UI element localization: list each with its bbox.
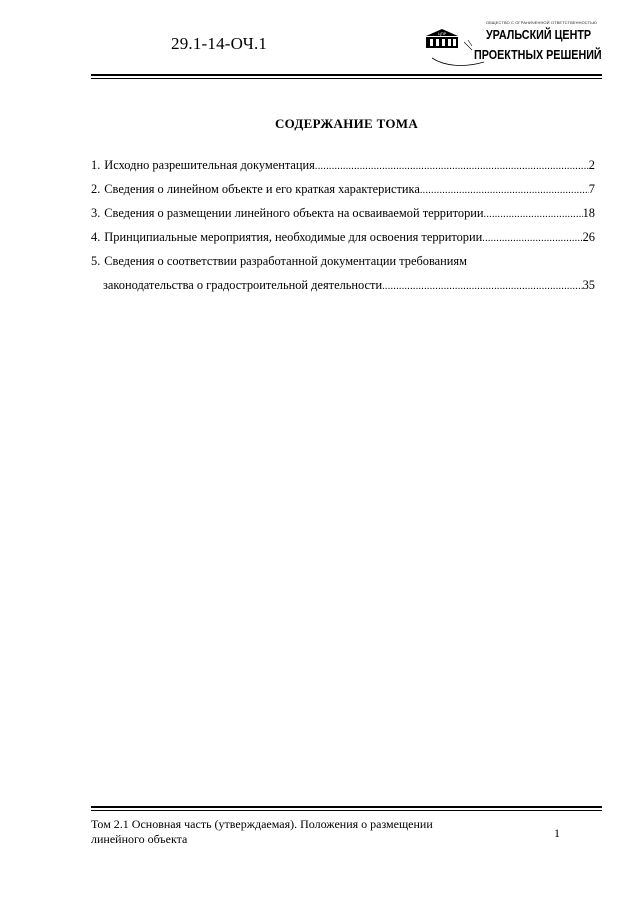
logo-mark-text: ЦПР bbox=[437, 31, 447, 36]
toc-item[interactable] bbox=[91, 203, 595, 227]
footer-rule-thick bbox=[91, 806, 602, 808]
toc-item-text: Сведения о линейном объекте и его краткая характеристика bbox=[104, 182, 420, 196]
logo-subtitle: ОБЩЕСТВО С ОГРАНИЧЕННОЙ ОТВЕТСТВЕННОСТЬЮ bbox=[486, 20, 598, 25]
toc-item-page: 2 bbox=[588, 158, 595, 172]
header-rule-thick bbox=[91, 74, 602, 76]
toc-item-number: 5. bbox=[91, 254, 101, 268]
toc-list bbox=[91, 155, 595, 299]
toc-leader-dots bbox=[482, 229, 582, 249]
toc-item-number: 4. bbox=[91, 230, 101, 244]
toc-item-text: Принципиальные мероприятия, необходимые для освоения территории bbox=[104, 230, 483, 244]
toc-leader-dots bbox=[420, 181, 589, 201]
toc-item-page: 7 bbox=[588, 182, 595, 196]
footer-line-1: Том 2.1 Основная часть (утверждаемая). Положения о размещении bbox=[91, 817, 433, 831]
document-code: 29.1-14-ОЧ.1 bbox=[171, 34, 268, 53]
toc-item[interactable] bbox=[91, 251, 595, 275]
footer-volume-title bbox=[91, 817, 491, 847]
toc-item-text: Исходно разрешительная документация bbox=[104, 158, 315, 172]
footer-line-2: линейного объекта bbox=[91, 832, 188, 846]
header-rule-thin bbox=[91, 78, 602, 79]
toc-leader-dots bbox=[484, 205, 583, 225]
toc-item-number: 2. bbox=[91, 182, 101, 196]
toc-leader-dots bbox=[315, 157, 589, 177]
toc-title: СОДЕРЖАНИЕ ТОМА bbox=[274, 116, 419, 131]
logo-name-line1: УРАЛЬСКИЙ ЦЕНТР bbox=[486, 28, 592, 42]
toc-item[interactable] bbox=[91, 227, 595, 251]
toc-item-number: 3. bbox=[91, 206, 101, 220]
toc-leader-dots bbox=[382, 277, 583, 297]
toc-item-number: 1. bbox=[91, 158, 101, 172]
company-logo bbox=[424, 20, 600, 72]
logo-mark-icon bbox=[424, 28, 460, 50]
toc-item-continuation[interactable] bbox=[91, 275, 595, 299]
toc-item-text: Сведения о размещении линейного объекта на осваиваемой территории bbox=[104, 206, 484, 220]
toc-item[interactable] bbox=[91, 155, 595, 179]
toc-item-text: Сведения о соответствии разработанной документации требованиям bbox=[104, 254, 467, 268]
toc-item-text: законодательства о градостроительной деятельности bbox=[103, 278, 383, 292]
toc-item[interactable] bbox=[91, 179, 595, 203]
footer-rule-thin bbox=[91, 810, 602, 811]
toc-item-page: 18 bbox=[582, 206, 595, 220]
toc-item-page: 35 bbox=[582, 278, 595, 292]
page-number: 1 bbox=[554, 826, 560, 840]
toc-item-page: 26 bbox=[582, 230, 595, 244]
logo-name-line2: ПРОЕКТНЫХ РЕШЕНИЙ bbox=[474, 48, 602, 62]
